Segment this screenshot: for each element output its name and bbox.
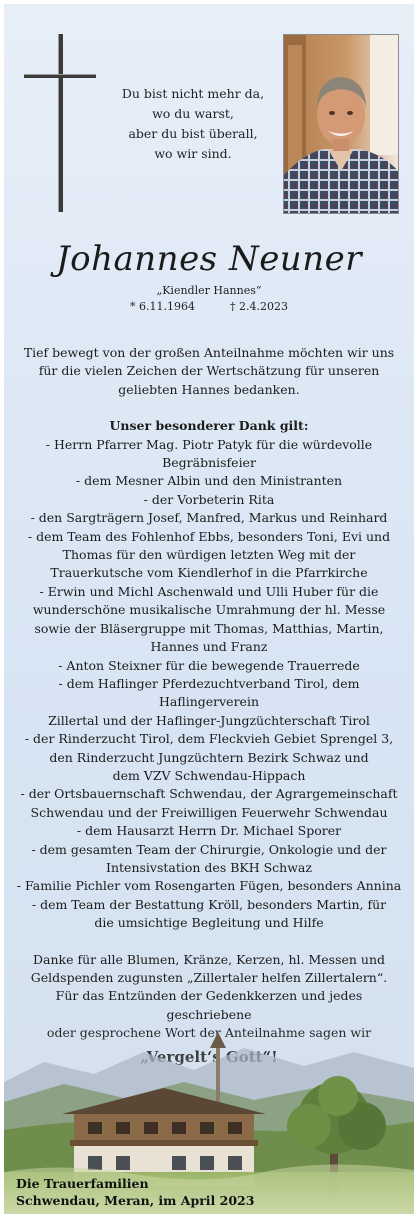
- thanks-line: - dem Hausarzt Herrn Dr. Michael Sporer: [76, 823, 342, 839]
- closing-line: Danke für alle Blumen, Kränze, Kerzen, hl. Messen und: [32, 951, 386, 967]
- thanks-line: - der Ortsbauernschaft Schwendau, der Agrargemeinschaft: [20, 786, 398, 802]
- thank-you-text: [12, 344, 406, 1069]
- intro-line: Tief bewegt von der großen Anteilnahme möchten wir uns: [23, 345, 395, 360]
- quote-line: wo wir sind.: [154, 146, 232, 161]
- thanks-line: - Erwin und Michl Aschenwald und Ulli Huber für die: [39, 583, 379, 599]
- memorial-quote: [104, 84, 282, 164]
- portrait-photo: [283, 34, 399, 214]
- quote-line: wo du warst,: [152, 106, 234, 121]
- deceased-name: Johannes Neuner: [56, 239, 362, 279]
- thanks-line: sowie der Bläsergruppe mit Thomas, Matthias, Martin,: [34, 620, 384, 636]
- thanks-line: - Herrn Pfarrer Mag. Piotr Patyk für die würdevolle: [45, 436, 373, 452]
- signature-line: Schwendau, Meran, im April 2023: [16, 1193, 255, 1208]
- cross-icon: [24, 34, 96, 212]
- thanks-heading: Unser besonderer Dank gilt:: [109, 418, 309, 434]
- thanks-line: Schwendau und der Freiwilligen Feuerwehr Schwendau: [30, 804, 388, 820]
- thanks-line: den Rinderzucht Jungzüchtern Bezirk Schwaz und: [49, 749, 369, 765]
- thanks-line: - dem Haflinger Pferdezuchtverband Tirol, dem Haflingerverein: [58, 675, 360, 710]
- deceased-nickname: „Kiendler Hannes“: [156, 284, 262, 297]
- thanks-line: Thomas für den würdigen letzten Weg mit der: [62, 547, 356, 563]
- thanks-line: Trauerkutsche vom Kiendlerhof in die Pfarrkirche: [50, 565, 368, 581]
- thanks-line: wunderschöne musikalische Umrahmung der hl. Messe: [32, 602, 386, 618]
- obituary-card: [4, 4, 414, 1214]
- thanks-line: Intensivstation des BKH Schwaz: [106, 859, 312, 875]
- thanks-line: - dem gesamten Team der Chirurgie, Onkologie und der: [31, 841, 387, 857]
- thanks-line: die umsichtige Begleitung und Hilfe: [94, 915, 324, 931]
- quote-line: Du bist nicht mehr da,: [121, 86, 265, 101]
- signature-line: Die Trauerfamilien: [16, 1176, 149, 1191]
- thanks-line: - der Rinderzucht Tirol, dem Fleckvieh Gebiet Sprengel 3,: [24, 731, 394, 747]
- thanks-line: - dem Team der Bestattung Kröll, besonders Martin, für: [31, 896, 387, 912]
- signature: [16, 1175, 254, 1209]
- thanks-line: - der Vorbeterin Rita: [143, 491, 275, 507]
- closing-line: Für das Entzünden der Gedenkkerzen und jedes geschriebene: [55, 988, 363, 1022]
- thanks-line: - Anton Steixner für die bewegende Trauerrede: [58, 657, 360, 673]
- closing-line: Geldspenden zugunsten „Zillertaler helfen Zillertalern“.: [30, 970, 388, 985]
- thanks-line: - dem Mesner Albin und den Ministranten: [75, 473, 343, 489]
- quote-line: aber du bist überall,: [128, 126, 258, 141]
- thanks-line: - dem Team des Fohlenhof Ebbs, besonders Toni, Evi und: [27, 528, 391, 544]
- birth-date: * 6.11.1964: [130, 300, 195, 313]
- thanks-line: - den Sargträgern Josef, Manfred, Markus und Reinhard: [30, 510, 388, 526]
- intro-line: geliebten Hannes bedanken.: [118, 381, 300, 397]
- thanks-line: Zillertal und der Haflinger-Jungzüchterschaft Tirol: [48, 712, 370, 728]
- intro-line: für die vielen Zeichen der Wertschätzung für unseren: [38, 363, 380, 379]
- thanks-line: dem VZV Schwendau-Hippach: [112, 767, 306, 783]
- thanks-line: Begräbnisfeier: [162, 455, 256, 471]
- thanks-line: - Familie Pichler vom Rosengarten Fügen, besonders Annina: [16, 878, 402, 894]
- death-date: † 2.4.2023: [230, 300, 288, 313]
- thanks-line: Hannes und Franz: [150, 639, 268, 655]
